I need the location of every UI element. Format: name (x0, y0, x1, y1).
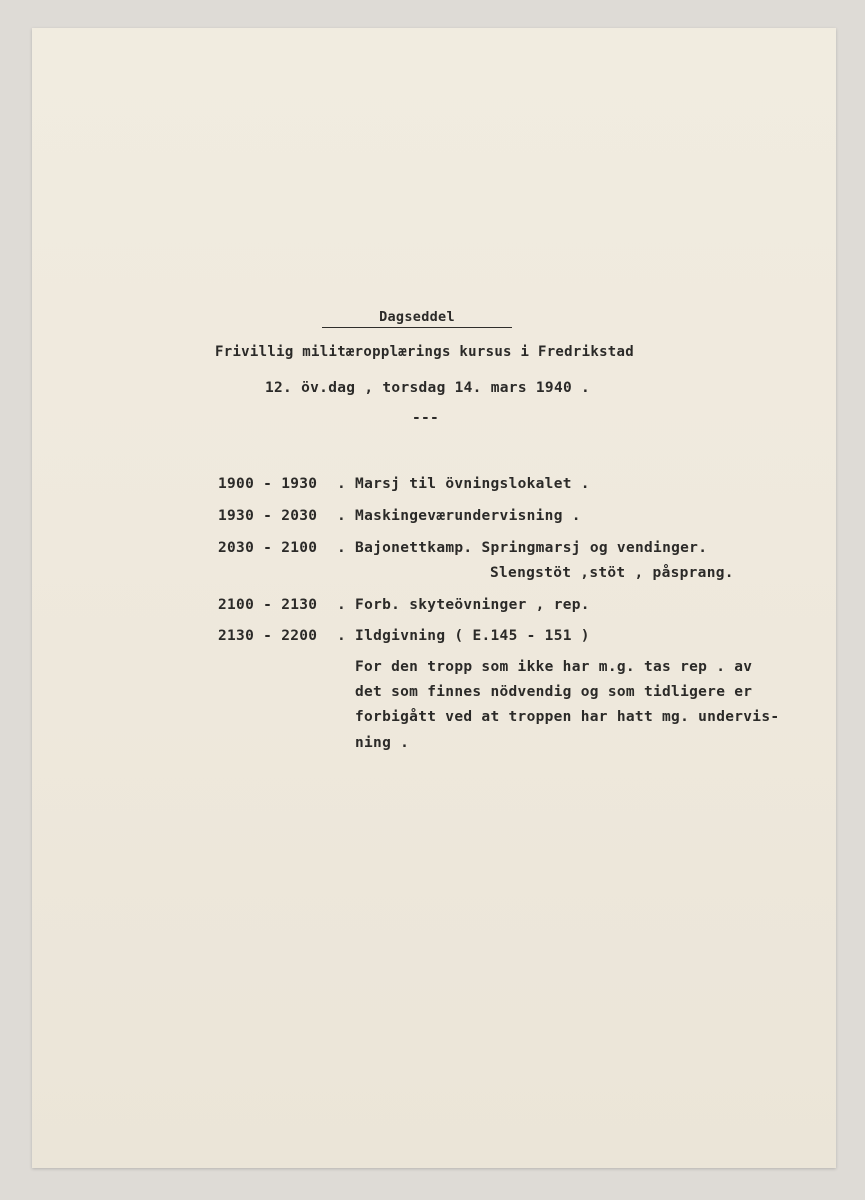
document-dateline: 12. öv.dag , torsdag 14. mars 1940 . (265, 380, 591, 396)
schedule-activity: . Marsj til övningslokalet . (337, 476, 590, 492)
schedule-activity: . Maskingeværundervisning . (337, 508, 581, 524)
note-line: ning . (355, 735, 410, 751)
schedule-time: 2030 - 2100 (218, 540, 318, 556)
schedule-time: 2100 - 2130 (218, 597, 318, 613)
schedule-activity: . Ildgivning ( E.145 - 151 ) (337, 628, 590, 644)
schedule-activity-continuation: Slengstöt ,stöt , påsprang. (490, 565, 734, 581)
separator: --- (412, 410, 440, 426)
document-title: Dagseddel (322, 309, 512, 328)
schedule-activity: . Forb. skyteövninger , rep. (337, 597, 590, 613)
note-line: det som finnes nödvendig og som tidligere er (355, 684, 753, 700)
note-line: For den tropp som ikke har m.g. tas rep . av (355, 659, 753, 675)
schedule-time: 1900 - 1930 (218, 476, 318, 492)
note-line: forbigått ved at troppen har hatt mg. undervis- (355, 709, 780, 725)
schedule-time: 1930 - 2030 (218, 508, 318, 524)
schedule-time: 2130 - 2200 (218, 628, 318, 644)
document-subtitle: Frivillig militæropplærings kursus i Fredrikstad (215, 344, 634, 360)
schedule-activity: . Bajonettkamp. Springmarsj og vendinger. (337, 540, 708, 556)
